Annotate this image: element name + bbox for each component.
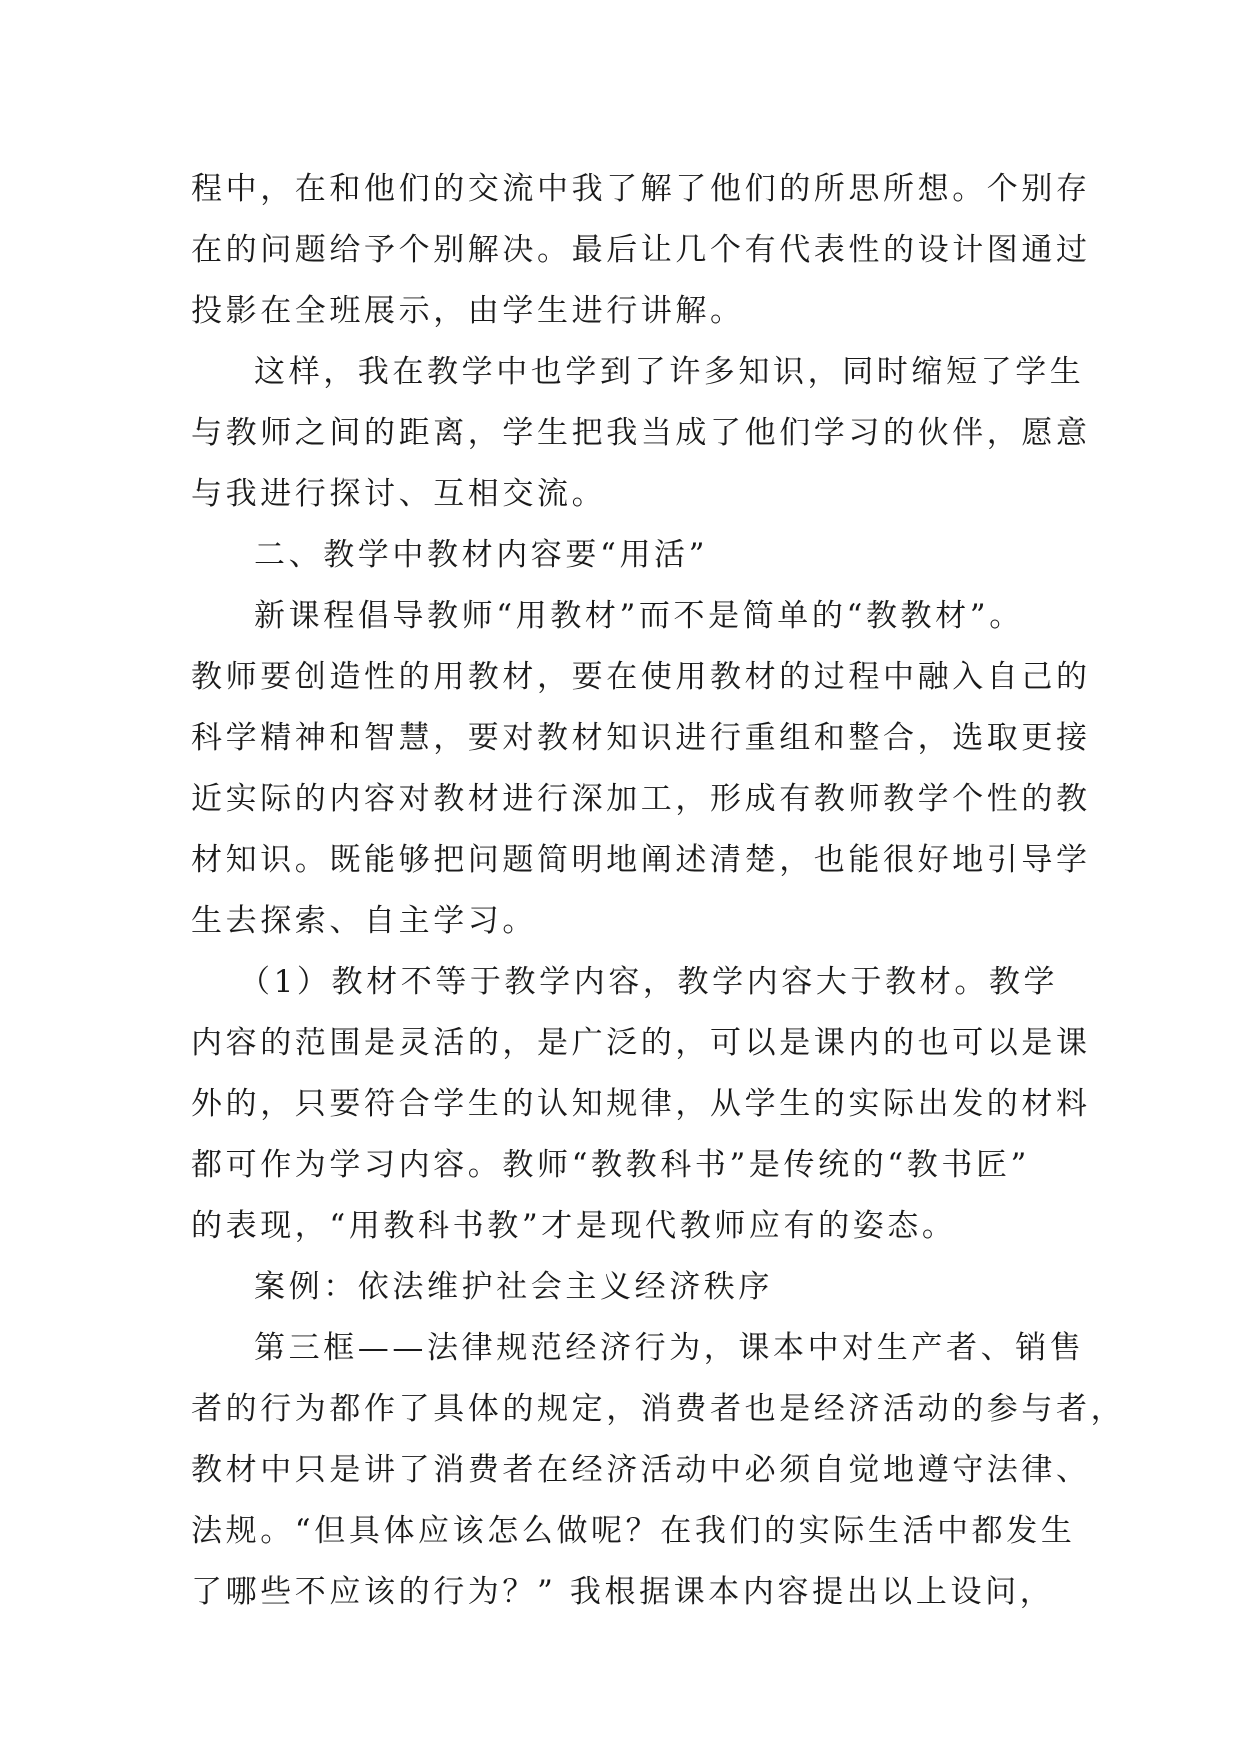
case-heading: 案例：依法维护社会主义经济秩序	[254, 1269, 773, 1305]
paragraph-first-line: 第三框——法律规范经济行为，课本中对生产者、销售	[254, 1330, 1085, 1366]
text-line: 生去探索、自主学习。	[191, 903, 537, 939]
text-line: 材知识。既能够把问题简明地阐述清楚，也能很好地引导学	[191, 842, 1091, 878]
section-heading: 二、教学中教材内容要“用活”	[254, 537, 709, 573]
text-line: 在的问题给予个别解决。最后让几个有代表性的设计图通过	[191, 232, 1091, 268]
text-line: 投影在全班展示，由学生进行讲解。	[191, 293, 745, 329]
text-line: 教师要创造性的用教材，要在使用教材的过程中融入自己的	[191, 659, 1091, 695]
text-line: 都可作为学习内容。教师“教教科书”是传统的“教书匠”	[191, 1147, 1030, 1183]
document-body	[191, 159, 1126, 1623]
text-line: 的表现，“用教科书教”才是现代教师应有的姿态。	[191, 1208, 957, 1244]
numbered-point: （1）教材不等于教学内容，教学内容大于教材。教学	[239, 964, 1059, 1000]
paragraph-first-line: 这样，我在教学中也学到了许多知识，同时缩短了学生	[254, 354, 1085, 390]
text-line: 了哪些不应该的行为？” 我根据课本内容提出以上设问，	[191, 1574, 1055, 1610]
paragraph-first-line: 新课程倡导教师“用教材”而不是简单的“教教材”。	[254, 598, 1024, 634]
text-line: 与我进行探讨、互相交流。	[191, 476, 607, 512]
text-line: 教材中只是讲了消费者在经济活动中必须自觉地遵守法律、	[191, 1452, 1091, 1488]
text-line: 与教师之间的距离，学生把我当成了他们学习的伙伴，愿意	[191, 415, 1091, 451]
text-line: 近实际的内容对教材进行深加工，形成有教师教学个性的教	[191, 781, 1091, 817]
text-line: 法规。“但具体应该怎么做呢？在我们的实际生活中都发生	[191, 1513, 1076, 1549]
text-line: 程中，在和他们的交流中我了解了他们的所思所想。个别存	[191, 171, 1091, 207]
text-line: 外的，只要符合学生的认知规律，从学生的实际出发的材料	[191, 1086, 1091, 1122]
text-line: 者的行为都作了具体的规定，消费者也是经济活动的参与者，	[191, 1391, 1126, 1427]
text-line: 科学精神和智慧，要对教材知识进行重组和整合，选取更接	[191, 720, 1091, 756]
text-line: 内容的范围是灵活的，是广泛的，可以是课内的也可以是课	[191, 1025, 1091, 1061]
